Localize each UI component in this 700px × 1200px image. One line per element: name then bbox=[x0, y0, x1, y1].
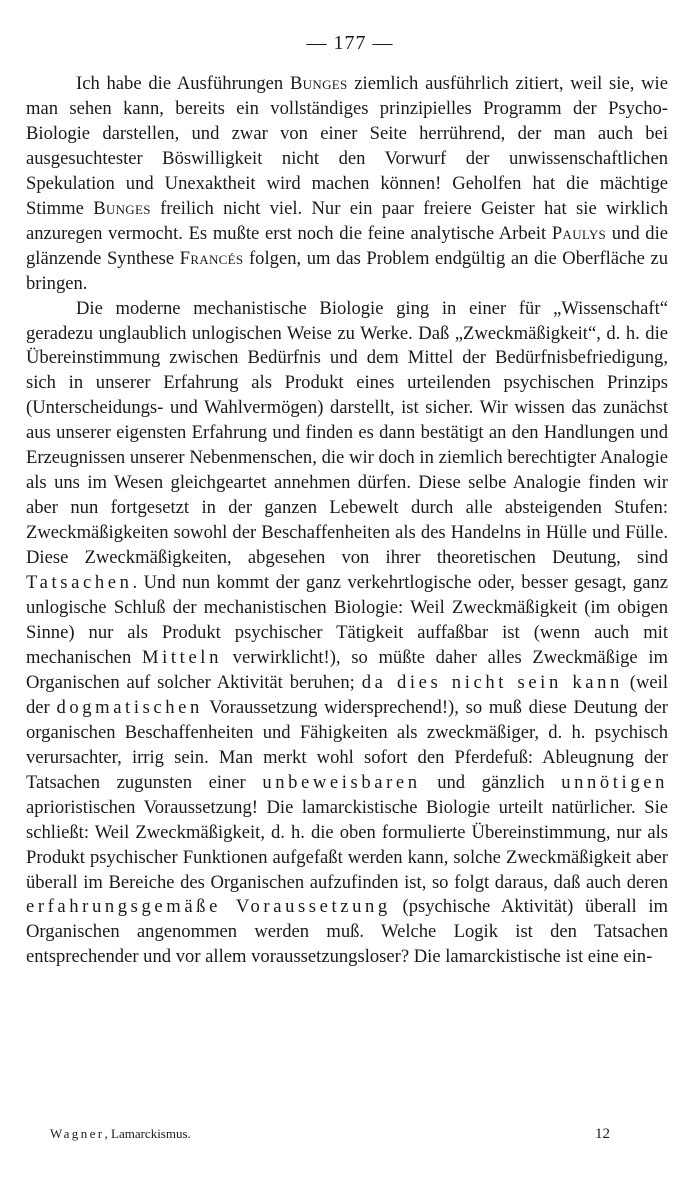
text-run: (psychische Aktivität) überall im Organischen angenommen werden muß. Welche Logik ist den Tatsachen entsprechender und vor allem voraussetzungsloser? Die lamarckistische ist eine ein- bbox=[26, 896, 668, 968]
emphasis-spaced: erfahrungsgemäße Voraussetzung bbox=[26, 896, 391, 918]
text-run: aprioristischen Voraussetzung! Die lamarckistische Biologie urteilt natürlicher. Sie schließt: Weil Zweckmäßigkeit, d. h. die oben formulierte Übereinstimmung, nur als Produkt psychischer Funktionen aufgefaßt werden kann, solche Zweckmäßigkeit aber überall im Bereiche des Organischen aufzufinden ist, so folgt daraus, daß auch deren bbox=[26, 796, 668, 893]
text-run: und die glänzende Synthese bbox=[26, 222, 668, 269]
text-run: Ich habe die Ausführungen bbox=[76, 73, 290, 94]
paragraph-2 bbox=[26, 297, 668, 971]
page-footer bbox=[50, 1126, 610, 1142]
emphasis-spaced: da dies nicht sein kann bbox=[361, 671, 623, 693]
text-run: . Und nun kommt der ganz verkehrtlogische oder, besser gesagt, ganz unlogische Schluß der mechanistischen Biologie: Weil Zweckmäßigkeit (im obigen Sinne) nur als Produkt psychischer Tätigkeit auffaßbar ist (wenn auch mit mechanischen bbox=[26, 572, 668, 668]
text-run: ziemlich ausführlich zitiert, weil sie, wie man sehen kann, bereits ein vollständiges prinzipielles Programm der Psycho-Biologie darstellen, und zwar von einer Seite herrührend, der man auch bei ausgesuchtester Böswilligkeit nicht den Vorwurf der unwissenschaftlichen Spekulation und Unexaktheit wird machen können! Geholfen hat die mächtige Stimme bbox=[26, 73, 668, 219]
footer-title: , Lamarckismus. bbox=[104, 1126, 191, 1141]
author-name: Bunges bbox=[93, 197, 151, 219]
emphasis-spaced: Mitteln bbox=[142, 646, 222, 668]
author-name: Francés bbox=[179, 247, 244, 269]
paragraph-1 bbox=[26, 72, 668, 297]
emphasis-spaced: unnötigen bbox=[561, 771, 668, 793]
emphasis-spaced: unbeweisbaren bbox=[262, 771, 421, 793]
footer-author: Wagner bbox=[50, 1126, 105, 1141]
author-name: Paulys bbox=[551, 222, 607, 244]
emphasis-spaced: dogmatischen bbox=[56, 696, 203, 718]
text-run: und gänzlich bbox=[420, 771, 562, 793]
author-name: Bunges bbox=[289, 73, 348, 94]
page-number: — 177 — bbox=[306, 32, 394, 54]
text-run: Voraussetzung widersprechend!), so muß diese Deutung der organischen Beschaffenheiten und Fähigkeiten als zweckmäßiger, d. h. psychisch verursachter, irrig sein. Man merkt wohl sofort den Pferdefuß: Ableugnung der Tatsachen zugunsten einer bbox=[26, 696, 668, 793]
page-body bbox=[26, 72, 668, 970]
emphasis-spaced: Tatsachen bbox=[26, 572, 133, 594]
text-run: verwirklicht!), so müßte daher alles Zweckmäßige im Organischen auf solcher Aktivität beruhen; bbox=[26, 646, 669, 693]
text-run: Die moderne mechanistische Biologie ging in einer für „Wissenschaft“ geradezu unglaublich unlogischen Weise zu Werke. Daß „Zweckmäßigkeit“, d. h. die Übereinstimmung zwischen Bedürfnis und dem Mittel der Bedürfnisbefriedigung, sich in unserer Erfahrung als Produkt eines urteilenden psychischen Prinzips (Unterscheidungs- und Wahlvermögen) darstellt, ist sicher. Wir wissen das zunächst aus unserer eigensten Erfahrung und finden es dann bestätigt an den Handlungen und Erzeugnissen unserer Nebenmenschen, die wir doch in ziemlich berechtigter Analogie als uns im Wesen gleichgeartet annehmen dürfen. Diese selbe Analogie finden wir aber nun fortgesetzt in der ganzen Lebewelt durch alle absteigenden Stufen: Zweckmäßigkeiten sowohl der Beschaffenheiten als des Handelns in Hülle und Fülle. Diese Zweckmäßigkeiten, abgesehen von ihrer theoretischen Deutung, sind bbox=[26, 297, 668, 569]
text-run: freilich nicht viel. Nur ein paar freiere Geister hat sie wirklich anzuregen vermocht. Es mußte erst noch die feine analytische Arbeit bbox=[26, 197, 669, 244]
text-run: folgen, um das Problem endgültig an die Oberfläche zu bringen. bbox=[26, 247, 668, 294]
text-run: (weil der bbox=[26, 671, 668, 718]
footer-sheet-number: 12 bbox=[595, 1126, 610, 1142]
